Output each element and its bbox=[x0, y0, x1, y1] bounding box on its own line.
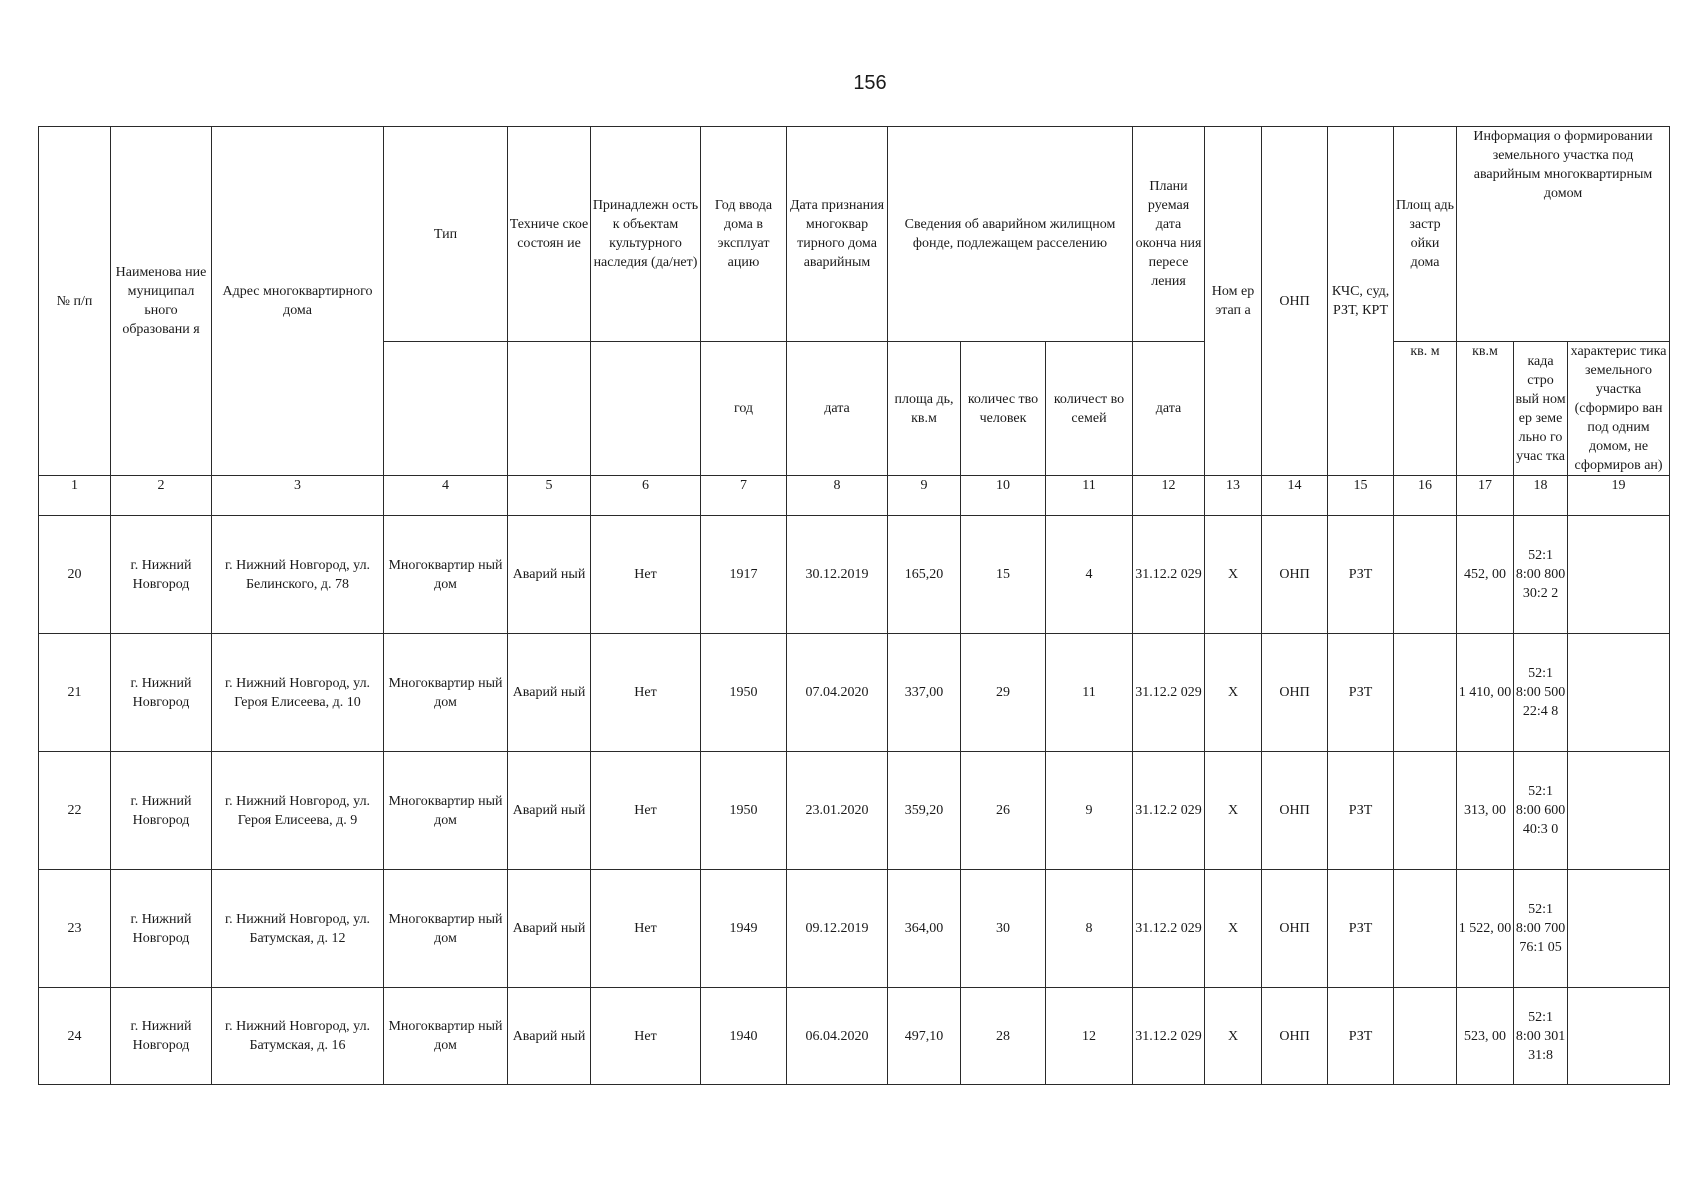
cell-number: 23 bbox=[39, 870, 111, 988]
cell-onp: ОНП bbox=[1262, 752, 1328, 870]
cell-number: 21 bbox=[39, 634, 111, 752]
cell-people: 30 bbox=[961, 870, 1046, 988]
cell-state: Аварий ный bbox=[508, 516, 591, 634]
header-type-unit bbox=[384, 342, 508, 476]
header-unit-area: площа дь, кв.м bbox=[888, 342, 961, 476]
cell-onp: ОНП bbox=[1262, 634, 1328, 752]
cell-people: 28 bbox=[961, 988, 1046, 1085]
cell-people: 26 bbox=[961, 752, 1046, 870]
cell-characteristic bbox=[1568, 870, 1670, 988]
cell-state: Аварий ный bbox=[508, 634, 591, 752]
cell-stage: X bbox=[1205, 516, 1262, 634]
column-number: 12 bbox=[1133, 476, 1205, 516]
cell-type: Многоквартир ный дом bbox=[384, 634, 508, 752]
cell-area: 364,00 bbox=[888, 870, 961, 988]
column-number: 6 bbox=[591, 476, 701, 516]
cell-address: г. Нижний Новгород, ул. Героя Елисеева, д. 9 bbox=[212, 752, 384, 870]
cell-kchs: РЗТ bbox=[1328, 752, 1394, 870]
cell-stage: X bbox=[1205, 988, 1262, 1085]
cell-end-date: 31.12.2 029 bbox=[1133, 870, 1205, 988]
cell-type: Многоквартир ный дом bbox=[384, 988, 508, 1085]
cell-plot-area: 452, 00 bbox=[1457, 516, 1514, 634]
header-unit-date: дата bbox=[787, 342, 888, 476]
header-unit-end-date: дата bbox=[1133, 342, 1205, 476]
table-row bbox=[39, 752, 1670, 870]
cell-municipality: г. Нижний Новгород bbox=[111, 988, 212, 1085]
cell-state: Аварий ный bbox=[508, 752, 591, 870]
cell-characteristic bbox=[1568, 634, 1670, 752]
cell-built-area bbox=[1394, 870, 1457, 988]
cell-type: Многоквартир ный дом bbox=[384, 516, 508, 634]
cell-year: 1949 bbox=[701, 870, 787, 988]
cell-families: 4 bbox=[1046, 516, 1133, 634]
table-row bbox=[39, 634, 1670, 752]
cell-families: 8 bbox=[1046, 870, 1133, 988]
cell-onp: ОНП bbox=[1262, 516, 1328, 634]
table-row bbox=[39, 870, 1670, 988]
column-number: 10 bbox=[961, 476, 1046, 516]
cell-built-area bbox=[1394, 752, 1457, 870]
cell-year: 1917 bbox=[701, 516, 787, 634]
cell-stage: X bbox=[1205, 634, 1262, 752]
cell-end-date: 31.12.2 029 bbox=[1133, 988, 1205, 1085]
header-municipality: Наименова ние муниципал ьного образовани я bbox=[111, 127, 212, 476]
column-number: 13 bbox=[1205, 476, 1262, 516]
cell-date: 06.04.2020 bbox=[787, 988, 888, 1085]
header-onp: ОНП bbox=[1262, 127, 1328, 476]
cell-cadastral: 52:1 8:00 301 31:8 bbox=[1514, 988, 1568, 1085]
column-number: 19 bbox=[1568, 476, 1670, 516]
cell-address: г. Нижний Новгород, ул. Батумская, д. 16 bbox=[212, 988, 384, 1085]
cell-municipality: г. Нижний Новгород bbox=[111, 870, 212, 988]
cell-heritage: Нет bbox=[591, 870, 701, 988]
cell-heritage: Нет bbox=[591, 634, 701, 752]
cell-onp: ОНП bbox=[1262, 988, 1328, 1085]
cell-area: 497,10 bbox=[888, 988, 961, 1085]
cell-plot-area: 523, 00 bbox=[1457, 988, 1514, 1085]
header-heritage: Принадлежн ость к объектам культурного наследия (да/нет) bbox=[591, 127, 701, 342]
cell-families: 11 bbox=[1046, 634, 1133, 752]
cell-kchs: РЗТ bbox=[1328, 988, 1394, 1085]
column-number: 5 bbox=[508, 476, 591, 516]
cell-onp: ОНП bbox=[1262, 870, 1328, 988]
cell-kchs: РЗТ bbox=[1328, 516, 1394, 634]
cell-year: 1950 bbox=[701, 634, 787, 752]
header-year: Год ввода дома в эксплуат ацию bbox=[701, 127, 787, 342]
cell-end-date: 31.12.2 029 bbox=[1133, 752, 1205, 870]
column-number: 1 bbox=[39, 476, 111, 516]
cell-area: 337,00 bbox=[888, 634, 961, 752]
cell-address: г. Нижний Новгород, ул. Героя Елисеева, д. 10 bbox=[212, 634, 384, 752]
column-number: 9 bbox=[888, 476, 961, 516]
header-tech-state-unit bbox=[508, 342, 591, 476]
column-number: 7 bbox=[701, 476, 787, 516]
cell-state: Аварий ный bbox=[508, 988, 591, 1085]
cell-characteristic bbox=[1568, 752, 1670, 870]
header-housing-info: Сведения об аварийном жилищном фонде, подлежащем расселению bbox=[888, 127, 1133, 342]
cell-municipality: г. Нижний Новгород bbox=[111, 634, 212, 752]
cell-built-area bbox=[1394, 988, 1457, 1085]
column-number: 2 bbox=[111, 476, 212, 516]
column-number: 8 bbox=[787, 476, 888, 516]
column-number: 15 bbox=[1328, 476, 1394, 516]
cell-plot-area: 313, 00 bbox=[1457, 752, 1514, 870]
header-stage: Ном ер этап а bbox=[1205, 127, 1262, 476]
cell-families: 9 bbox=[1046, 752, 1133, 870]
cell-plot-area: 1 522, 00 bbox=[1457, 870, 1514, 988]
header-unit-year: год bbox=[701, 342, 787, 476]
cell-year: 1940 bbox=[701, 988, 787, 1085]
cell-people: 29 bbox=[961, 634, 1046, 752]
cell-kchs: РЗТ bbox=[1328, 870, 1394, 988]
table-row bbox=[39, 516, 1670, 634]
cell-number: 24 bbox=[39, 988, 111, 1085]
cell-plot-area: 1 410, 00 bbox=[1457, 634, 1514, 752]
cell-end-date: 31.12.2 029 bbox=[1133, 634, 1205, 752]
cell-address: г. Нижний Новгород, ул. Белинского, д. 78 bbox=[212, 516, 384, 634]
header-row-1 bbox=[39, 127, 1670, 342]
cell-type: Многоквартир ный дом bbox=[384, 752, 508, 870]
column-number: 17 bbox=[1457, 476, 1514, 516]
cell-families: 12 bbox=[1046, 988, 1133, 1085]
cell-cadastral: 52:1 8:00 500 22:4 8 bbox=[1514, 634, 1568, 752]
cell-date: 09.12.2019 bbox=[787, 870, 888, 988]
emergency-housing-table bbox=[38, 126, 1670, 1085]
column-number: 4 bbox=[384, 476, 508, 516]
cell-heritage: Нет bbox=[591, 752, 701, 870]
cell-kchs: РЗТ bbox=[1328, 634, 1394, 752]
cell-area: 359,20 bbox=[888, 752, 961, 870]
header-land-info: Информация о формировании земельного участка под аварийным многоквартирным домом bbox=[1457, 127, 1670, 342]
header-planned-end: Плани руемая дата оконча ния пересе ления bbox=[1133, 127, 1205, 342]
cell-cadastral: 52:1 8:00 600 40:3 0 bbox=[1514, 752, 1568, 870]
cell-built-area bbox=[1394, 634, 1457, 752]
header-address: Адрес многоквартирного дома bbox=[212, 127, 384, 476]
column-number: 14 bbox=[1262, 476, 1328, 516]
header-unit-plot-area: кв.м bbox=[1457, 342, 1514, 476]
cell-type: Многоквартир ный дом bbox=[384, 870, 508, 988]
cell-date: 07.04.2020 bbox=[787, 634, 888, 752]
cell-state: Аварий ный bbox=[508, 870, 591, 988]
cell-year: 1950 bbox=[701, 752, 787, 870]
header-unit-people: количес тво человек bbox=[961, 342, 1046, 476]
cell-stage: X bbox=[1205, 752, 1262, 870]
cell-number: 22 bbox=[39, 752, 111, 870]
header-unit-families: количест во семей bbox=[1046, 342, 1133, 476]
cell-people: 15 bbox=[961, 516, 1046, 634]
header-type: Тип bbox=[384, 127, 508, 342]
cell-date: 30.12.2019 bbox=[787, 516, 888, 634]
header-heritage-unit bbox=[591, 342, 701, 476]
cell-cadastral: 52:1 8:00 800 30:2 2 bbox=[1514, 516, 1568, 634]
cell-date: 23.01.2020 bbox=[787, 752, 888, 870]
header-unit-built-area: кв. м bbox=[1394, 342, 1457, 476]
column-number: 16 bbox=[1394, 476, 1457, 516]
cell-municipality: г. Нижний Новгород bbox=[111, 752, 212, 870]
cell-end-date: 31.12.2 029 bbox=[1133, 516, 1205, 634]
cell-municipality: г. Нижний Новгород bbox=[111, 516, 212, 634]
cell-stage: X bbox=[1205, 870, 1262, 988]
page-number: 156 bbox=[853, 72, 887, 94]
cell-number: 20 bbox=[39, 516, 111, 634]
cell-heritage: Нет bbox=[591, 988, 701, 1085]
column-number: 18 bbox=[1514, 476, 1568, 516]
header-cadastral: када стро вый ном ер земе льно го учас тка bbox=[1514, 342, 1568, 476]
header-kchs: КЧС, суд, РЗТ, КРТ bbox=[1328, 127, 1394, 476]
cell-built-area bbox=[1394, 516, 1457, 634]
cell-characteristic bbox=[1568, 988, 1670, 1085]
cell-area: 165,20 bbox=[888, 516, 961, 634]
header-recognition-date: Дата признания многоквар тирного дома аварийным bbox=[787, 127, 888, 342]
cell-heritage: Нет bbox=[591, 516, 701, 634]
column-number: 3 bbox=[212, 476, 384, 516]
column-numbers-row bbox=[39, 476, 1670, 516]
cell-cadastral: 52:1 8:00 700 76:1 05 bbox=[1514, 870, 1568, 988]
header-npp: № п/п bbox=[39, 127, 111, 476]
cell-address: г. Нижний Новгород, ул. Батумская, д. 12 bbox=[212, 870, 384, 988]
cell-characteristic bbox=[1568, 516, 1670, 634]
header-built-area: Площ адь застр ойки дома bbox=[1394, 127, 1457, 342]
header-tech-state: Техниче ское состоян ие bbox=[508, 127, 591, 342]
column-number: 11 bbox=[1046, 476, 1133, 516]
table-row bbox=[39, 988, 1670, 1085]
header-land-characteristic: характерис тика земельного участка (сформиро ван под одним домом, не сформиров ан) bbox=[1568, 342, 1670, 476]
